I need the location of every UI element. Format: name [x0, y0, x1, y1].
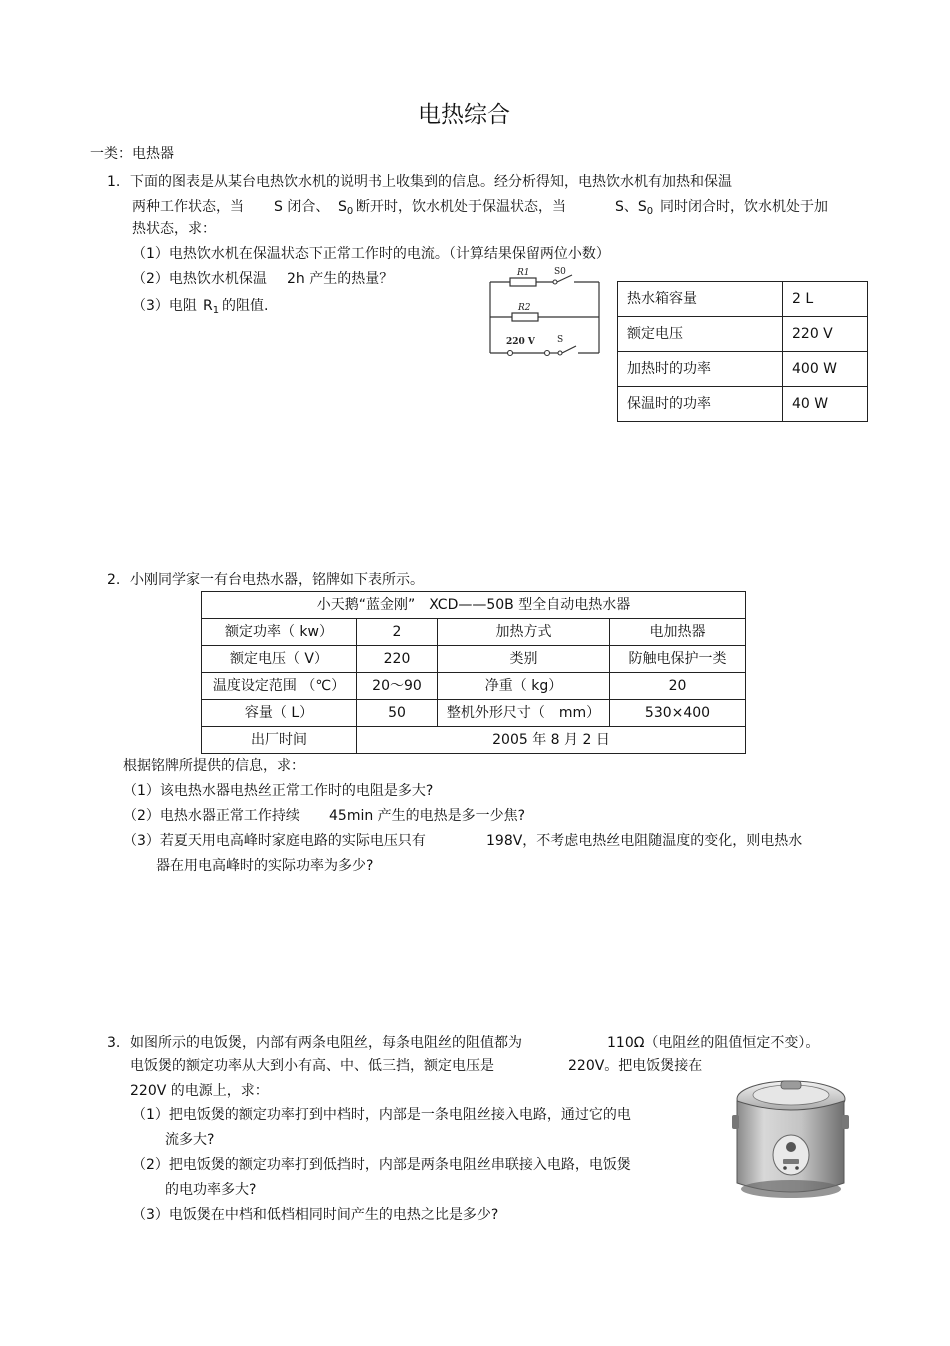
- sub-question-3: （3）电阻: [132, 298, 197, 314]
- circuit-diagram: [482, 266, 604, 362]
- question-text: 220V 的电源上，求：: [130, 1083, 269, 1099]
- table-row: [618, 387, 868, 422]
- question-text: 110Ω（电阻丝的阻值恒定不变）。: [607, 1035, 820, 1051]
- table-cell: 2 L: [783, 282, 868, 317]
- sub-question-2: （2）电热水器正常工作持续: [123, 808, 300, 824]
- r1-label: R1: [517, 268, 530, 278]
- table-cell: 额定电压（ V）: [202, 646, 357, 673]
- category-heading: 一类：电热器: [90, 146, 174, 162]
- table-cell: 容量（ L）: [202, 700, 357, 727]
- table-cell: 加热时的功率: [618, 352, 783, 387]
- table-row: [618, 317, 868, 352]
- question-number: 1.: [107, 174, 121, 190]
- table-row: [202, 727, 746, 754]
- question-text: [615, 200, 653, 217]
- table-cell: 温度设定范围 （℃）: [202, 673, 357, 700]
- table-cell: 2005 年 8 月 2 日: [357, 727, 746, 754]
- subscript: 1: [212, 305, 220, 316]
- question-text: 热状态，求：: [132, 221, 216, 237]
- table-cell: 220: [357, 646, 438, 673]
- sub-question-1: （1）电热饮水机在保温状态下正常工作时的电流。（计算结果保留两位小数）: [132, 246, 610, 262]
- sub-question-1: （1）该电热水器电热丝正常工作时的电阻是多大?: [123, 783, 434, 799]
- table-cell: 2: [357, 619, 438, 646]
- table-cell: 400 W: [783, 352, 868, 387]
- question-text: [338, 200, 353, 217]
- sub-question-2: （2）把电饭煲的额定功率打到低挡时，内部是两条电阻丝串联接入电路，电饭煲: [132, 1157, 631, 1173]
- sub-question-1: 流多大?: [165, 1132, 215, 1148]
- table-title: 小天鹅“蓝金刚” XCD——50B 型全自动电热水器: [202, 592, 746, 619]
- question-number: 2.: [107, 572, 121, 588]
- question-number: 3.: [107, 1035, 121, 1051]
- table-row: [202, 673, 746, 700]
- table-cell: 防触电保护一类: [610, 646, 746, 673]
- sub-question-3: [203, 299, 219, 316]
- table-cell: 热水箱容量: [618, 282, 783, 317]
- nameplate-table: [201, 591, 746, 754]
- subscript: 0: [646, 206, 654, 217]
- s0-label: S0: [554, 267, 566, 277]
- table-cell: 50: [357, 700, 438, 727]
- switch-symbol: S: [338, 199, 347, 215]
- r2-label: R2: [518, 303, 531, 313]
- question-text: 同时闭合时，饮水机处于加: [660, 199, 828, 215]
- table-cell: 电加热器: [610, 619, 746, 646]
- table-cell: 类别: [438, 646, 610, 673]
- question-text: 如图所示的电饭煲，内部有两条电阻丝，每条电阻丝的阻值都为: [130, 1035, 522, 1051]
- table-cell: 20～90: [357, 673, 438, 700]
- sub-question-3: （3）电饭煲在中档和低档相同时间产生的电热之比是多少?: [132, 1207, 499, 1223]
- question-text: 小刚同学家一有台电热水器，铭牌如下表所示。: [130, 572, 424, 588]
- sub-question-3: 器在用电高峰时的实际功率为多少?: [156, 858, 374, 874]
- sub-question-1: （1）把电饭煲的额定功率打到中档时，内部是一条电阻丝接入电路，通过它的电: [132, 1107, 631, 1123]
- table-row: [618, 282, 868, 317]
- sub-question-3: （3）若夏天用电高峰时家庭电路的实际电压只有: [123, 833, 426, 849]
- subscript: 0: [346, 206, 354, 217]
- question-text: 电饭煲的额定功率从大到小有高、中、低三挡，额定电压是: [130, 1058, 494, 1074]
- table-row: [202, 646, 746, 673]
- voltage-label: 220 V: [506, 337, 535, 347]
- table-cell: 530×400: [610, 700, 746, 727]
- sub-question-2: （2）电热饮水机保温: [132, 271, 267, 287]
- table-cell: 额定功率（ kw）: [202, 619, 357, 646]
- question-text: 220V。把电饭煲接在: [568, 1058, 703, 1074]
- page-title: 电热综合: [418, 102, 510, 128]
- table-cell: 净重（ kg）: [438, 673, 610, 700]
- table-cell: 整机外形尺寸（ mm）: [438, 700, 610, 727]
- resistor-symbol: R: [203, 298, 213, 314]
- sub-question-3: 的阻值.: [222, 298, 269, 314]
- table-cell: 出厂时间: [202, 727, 357, 754]
- table-cell: 220 V: [783, 317, 868, 352]
- table-row: [202, 592, 746, 619]
- table-cell: 保温时的功率: [618, 387, 783, 422]
- sub-question-2: 2h 产生的热量？: [287, 271, 394, 287]
- question-text: 下面的图表是从某台电热饮水机的说明书上收集到的信息。经分析得知，电热饮水机有加热和保温: [130, 174, 732, 190]
- question-text: 断开时，饮水机处于保温状态，当: [356, 199, 566, 215]
- table-row: [202, 700, 746, 727]
- sub-question-2: 的电功率多大?: [165, 1182, 257, 1198]
- table-cell: 加热方式: [438, 619, 610, 646]
- table-row: [202, 619, 746, 646]
- rice-cooker-image: [731, 1075, 850, 1203]
- table-cell: 40 W: [783, 387, 868, 422]
- table-row: [618, 352, 868, 387]
- sub-question-2: 45min 产生的电热是多一少焦?: [329, 808, 526, 824]
- table-cell: 20: [610, 673, 746, 700]
- s-label: S: [557, 335, 564, 345]
- question-text: 两种工作状态，当: [132, 199, 244, 215]
- switch-symbol: S、S: [615, 199, 647, 215]
- sub-question-3: 198V，不考虑电热丝电阻随温度的变化，则电热水: [486, 833, 803, 849]
- question-text: 根据铭牌所提供的信息，求：: [123, 758, 305, 774]
- table-cell: 额定电压: [618, 317, 783, 352]
- question-text: S 闭合、: [274, 199, 330, 215]
- spec-table: [617, 281, 868, 422]
